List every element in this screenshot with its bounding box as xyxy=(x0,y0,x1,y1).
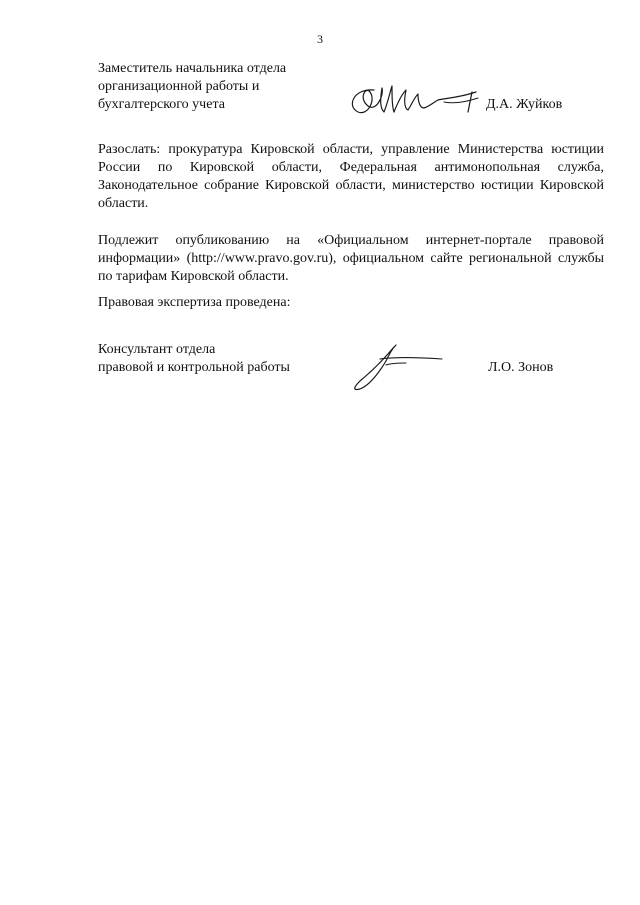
signatory-1-title xyxy=(98,60,286,114)
signature-1-image xyxy=(346,78,486,118)
signature-2-image xyxy=(346,341,446,393)
signatory-2-name: Л.О. Зонов xyxy=(488,360,554,375)
distribution-paragraph: Разослать: прокуратура Кировской области, управление Министерства юстиции России по Кировской области, Федеральная антимонопольная служба, Законодательное собрание Кировской области, министерство юстиции Кировской области. xyxy=(98,142,604,211)
page-number: 3 xyxy=(317,32,323,46)
publication-paragraph: Подлежит опубликованию на «Официальном интернет-портале правовой информации» (http://www.pravo.gov.ru), официальном сайте региональной службы по тарифам Кировской области. xyxy=(98,233,604,284)
legal-expertise-line: Правовая экспертиза проведена: xyxy=(98,295,291,310)
signatory-2-title-line: Консультант отдела xyxy=(98,342,216,357)
signatory-1-title-line: организационной работы и xyxy=(98,79,260,94)
signatory-2-title-line: правовой и контрольной работы xyxy=(98,360,290,375)
signatory-1-title-line: бухгалтерского учета xyxy=(98,97,225,112)
signatory-1-title-line: Заместитель начальника отдела xyxy=(98,61,287,76)
signatory-2-title xyxy=(98,341,290,377)
signatory-1-name: Д.А. Жуйков xyxy=(486,97,563,112)
